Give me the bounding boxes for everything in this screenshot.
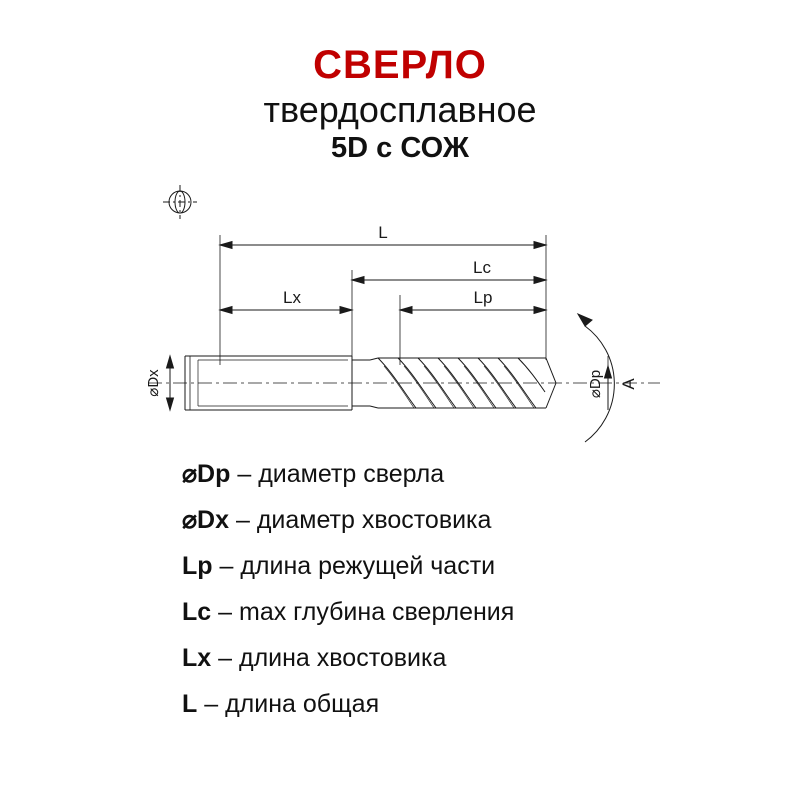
title-block: [0, 44, 800, 166]
dimension-label-Lp: Lp: [473, 288, 493, 307]
legend-text: – диаметр хвостовика: [235, 506, 492, 534]
legend-text: – длина общая: [204, 690, 380, 718]
legend-symbol: Lp: [182, 552, 213, 580]
legend-item: [182, 692, 782, 717]
dimension-label-Lx: Lx: [283, 288, 301, 307]
page-subtitle-1: твердосплавное: [263, 89, 537, 130]
legend-symbol: Lx: [182, 644, 212, 672]
page-title: СВЕРЛО: [313, 43, 487, 87]
dimension-Lc: [352, 258, 546, 284]
dimension-A: [619, 378, 638, 390]
dimension-Dp: [587, 356, 612, 410]
legend-text: – длина режущей части: [219, 552, 496, 580]
legend-symbol: ⌀Dp: [182, 460, 231, 488]
dimension-label-Lc: Lc: [473, 258, 491, 277]
legend-text: – длина хвостовика: [218, 644, 447, 672]
legend-item: [182, 554, 782, 579]
legend-item: [182, 462, 782, 487]
dimension-Lp: [400, 288, 546, 314]
legend-item: [182, 600, 782, 625]
legend-list: [182, 462, 782, 738]
dimension-label-L: L: [378, 223, 388, 242]
legend-symbol: ⌀Dx: [182, 506, 230, 534]
legend-symbol: Lc: [182, 598, 212, 626]
dimension-label-Dx: ⌀Dx: [145, 369, 162, 397]
legend-text: – диаметр сверла: [237, 460, 445, 488]
legend-item: [182, 646, 782, 671]
technical-drawing: [0, 160, 800, 480]
page-subtitle-2: 5D с СОЖ: [331, 132, 469, 165]
dimension-label-A: A: [619, 378, 638, 390]
dimension-Lx: [220, 288, 352, 314]
legend-text: – max глубина сверления: [218, 598, 515, 626]
legend-item: [182, 508, 782, 533]
first-angle-projection-symbol: [163, 185, 197, 219]
dimension-L: [220, 223, 546, 249]
legend-symbol: L: [182, 690, 198, 718]
dimension-label-Dp: ⌀Dp: [587, 369, 604, 399]
